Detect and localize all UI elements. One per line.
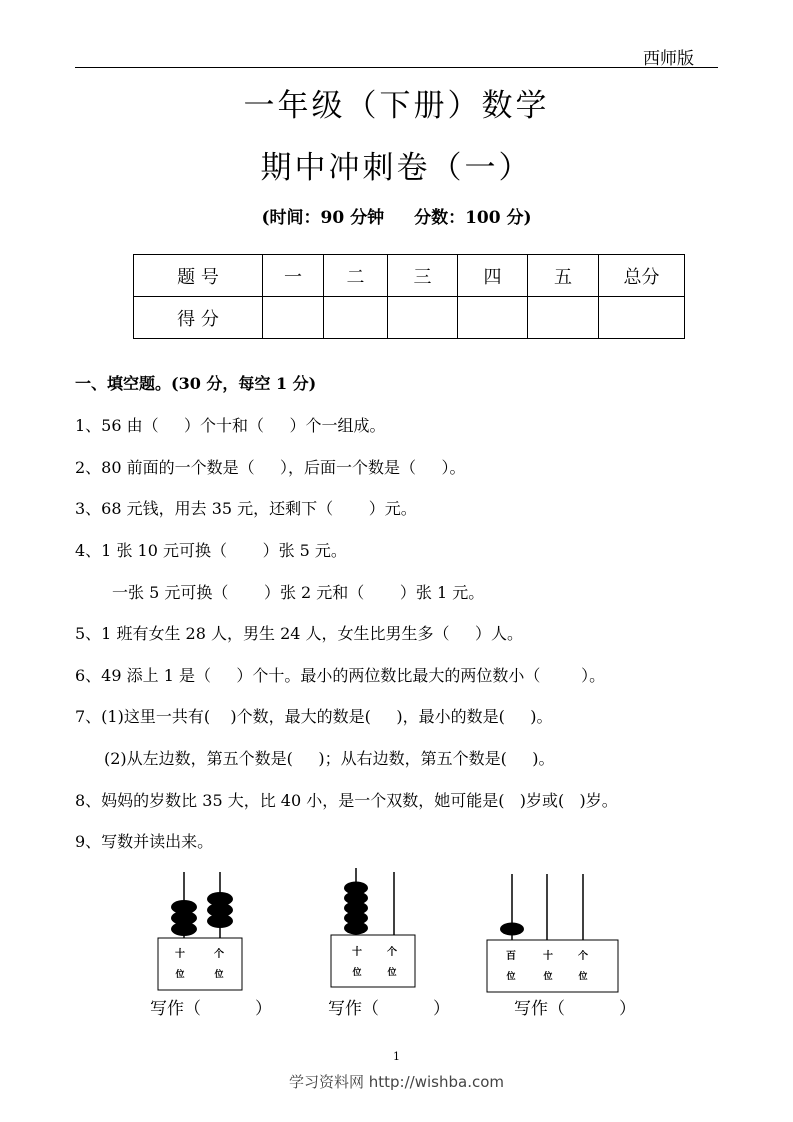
- score-cell[interactable]: [324, 297, 388, 339]
- label-place: 位: [352, 968, 362, 978]
- abacus-bead: [207, 914, 233, 928]
- question-8: 8、妈妈的岁数比 35 大，比 40 小，是一个双数，她可能是( )岁或( )岁。: [75, 791, 618, 810]
- abacus-2: [331, 868, 415, 987]
- label-place: 位: [543, 972, 553, 982]
- write-answer-2: 写作（ ）: [328, 999, 451, 1019]
- score-table-header-row: [134, 255, 685, 297]
- abacus-figures: [0, 860, 793, 1000]
- write-answer-3: 写作（ ）: [514, 999, 637, 1019]
- question-4-sub: 一张 5 元可换（ ）张 2 元和（ ）张 1 元。: [112, 583, 485, 602]
- question-6: 6、49 添上 1 是（ ）个十。最小的两位数比最大的两位数小（ ）。: [75, 666, 606, 685]
- section-heading: 一、填空题。(30 分，每空 1 分): [75, 374, 317, 393]
- write-answer-1: 写作（ ）: [150, 999, 273, 1019]
- exam-time: (时间：90 分钟: [261, 208, 385, 228]
- label-place: 位: [175, 970, 185, 980]
- score-cell[interactable]: [528, 297, 599, 339]
- header-cell: 三: [388, 255, 458, 297]
- question-7: 7、(1)这里一共有( )个数，最大的数是( )，最小的数是( )。: [75, 707, 553, 726]
- score-table-score-row: [134, 297, 685, 339]
- label-place: 位: [387, 968, 397, 978]
- abacus-3: [487, 874, 618, 992]
- header-cell: 四: [458, 255, 528, 297]
- abacus-bead: [500, 923, 524, 936]
- label-tens: 十: [352, 947, 362, 958]
- label-place: 位: [214, 970, 224, 980]
- score-cell[interactable]: [388, 297, 458, 339]
- page-title: 一年级（下册）数学: [243, 88, 550, 124]
- abacus-bead: [344, 922, 368, 935]
- footer-watermark: 学习资料网 http://wishba.com: [289, 1073, 504, 1091]
- edition-label: 西师版: [643, 49, 694, 69]
- header-cell: 题 号: [134, 255, 263, 297]
- score-cell[interactable]: [599, 297, 685, 339]
- label-ones: 个: [578, 951, 588, 962]
- page-subtitle: 期中冲刺卷（一）: [260, 150, 533, 186]
- label-place: 位: [578, 972, 588, 982]
- header-cell: 总分: [599, 255, 685, 297]
- question-4: 4、1 张 10 元可换（ ）张 5 元。: [75, 541, 347, 560]
- label-tens: 十: [175, 949, 185, 960]
- exam-meta: [0, 203, 793, 228]
- label-ones: 个: [387, 947, 397, 958]
- score-table: [133, 254, 685, 339]
- question-3: 3、68 元钱，用去 35 元，还剩下（ ）元。: [75, 499, 417, 518]
- score-cell[interactable]: [458, 297, 528, 339]
- label-hundreds: 百: [506, 951, 516, 962]
- question-7-sub: (2)从左边数，第五个数是( )；从右边数，第五个数是( )。: [104, 749, 555, 768]
- header-cell: 二: [324, 255, 388, 297]
- abacus-bead: [171, 922, 197, 936]
- label-place: 位: [506, 972, 516, 982]
- abacus-1: [158, 872, 242, 990]
- label-ones: 个: [214, 949, 224, 960]
- score-cell[interactable]: [263, 297, 324, 339]
- header-divider: [75, 67, 718, 68]
- question-9: 9、写数并读出来。: [75, 832, 214, 851]
- question-1: 1、56 由（ ）个十和（ ）个一组成。: [75, 416, 386, 435]
- score-label-cell: 得 分: [134, 297, 263, 339]
- header-cell: 一: [263, 255, 324, 297]
- question-5: 5、1 班有女生 28 人，男生 24 人，女生比男生多（ ）人。: [75, 624, 523, 643]
- exam-score: 分数：100 分): [414, 208, 532, 228]
- question-2: 2、80 前面的一个数是（ ），后面一个数是（ ）。: [75, 458, 466, 477]
- page-number: 1: [393, 1050, 400, 1063]
- header-cell: 五: [528, 255, 599, 297]
- label-tens: 十: [543, 951, 553, 962]
